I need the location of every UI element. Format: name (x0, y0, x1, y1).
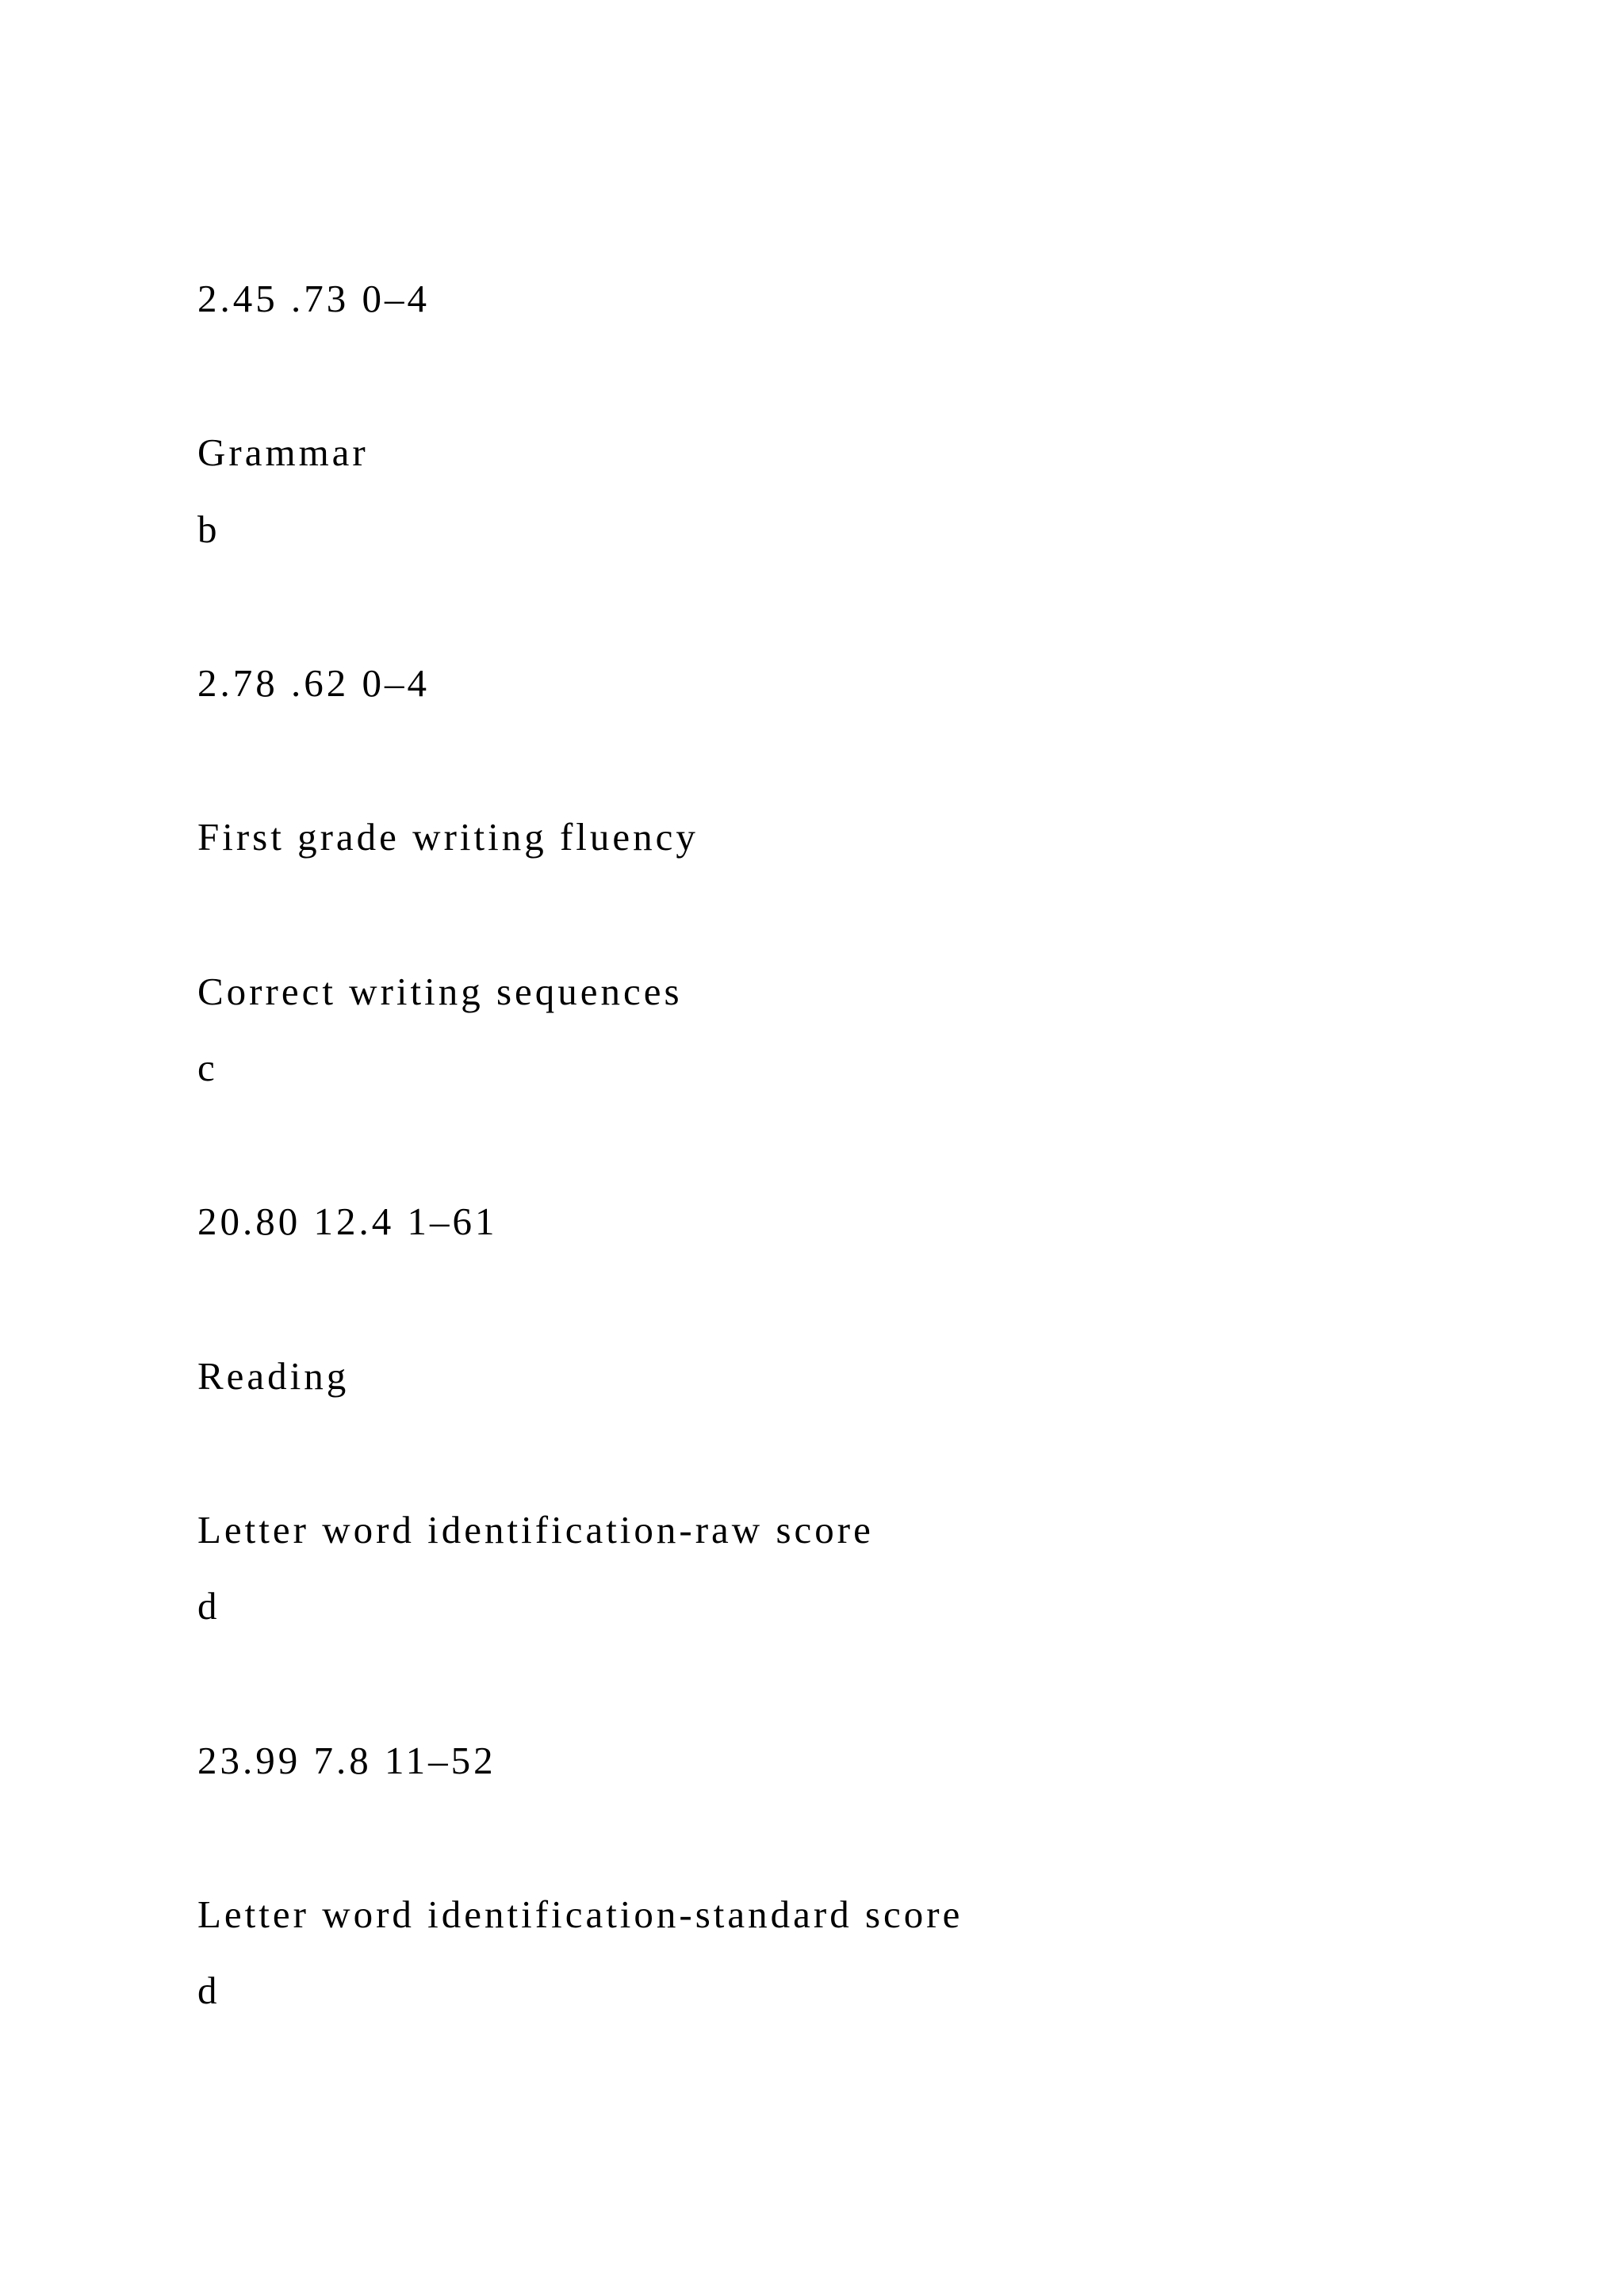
footnote-marker-d-standard: d (197, 1969, 220, 2012)
section-heading-writing-fluency: First grade writing fluency (197, 815, 699, 859)
stat-row-writing-quality: 2.45 .73 0–4 (197, 277, 430, 320)
measure-label-grammar: Grammar (197, 430, 369, 474)
footnote-marker-b: b (197, 507, 220, 551)
stat-row-correct-writing-sequences: 20.80 12.4 1–61 (197, 1200, 498, 1243)
footnote-marker-c: c (197, 1046, 218, 1089)
measure-label-correct-writing-sequences: Correct writing sequences (197, 970, 683, 1013)
footnote-marker-d-raw: d (197, 1584, 220, 1628)
measure-label-letter-word-standard: Letter word identification-standard score (197, 1892, 963, 1936)
stat-row-grammar: 2.78 .62 0–4 (197, 661, 430, 705)
stat-row-letter-word-raw: 23.99 7.8 11–52 (197, 1739, 496, 1782)
section-heading-reading: Reading (197, 1354, 350, 1398)
measure-label-letter-word-raw: Letter word identification-raw score (197, 1508, 874, 1552)
